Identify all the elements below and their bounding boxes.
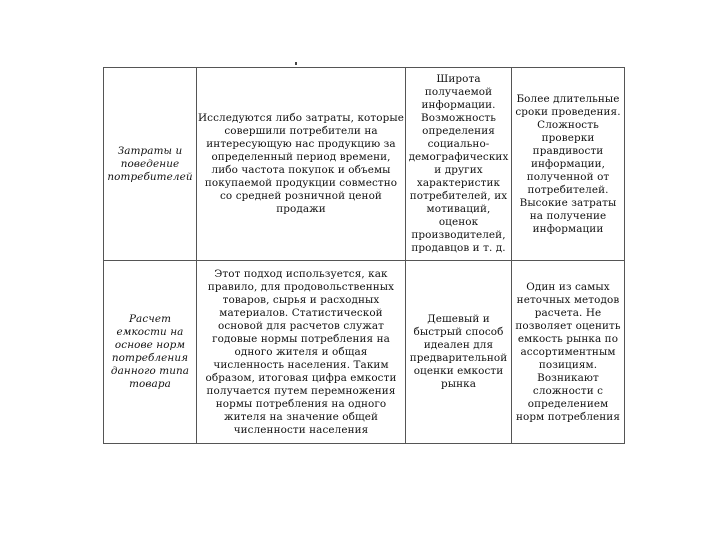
disadvantages-text: Более длительные сроки проведения. Сложность проверки правдивости информации, полученной от потребителей. Высокие затраты на получение информации xyxy=(515,92,621,235)
advantages-text: Широта получаемой информации. Возможность определения социально-демографических и других характеристик потребителей, их мотиваций, оценок производителей, продавцов и т. д. xyxy=(408,73,509,254)
table-row xyxy=(104,68,625,261)
method-text: Расчет емкости на основе норм потребления данного типа товара xyxy=(110,313,190,390)
advantages-text: Дешевый и быстрый способ идеален для предварительной оценки емкости рынка xyxy=(409,313,508,390)
advantages-cell xyxy=(406,261,512,444)
table-row xyxy=(104,261,625,444)
disadvantages-cell xyxy=(512,261,625,444)
method-cell xyxy=(104,68,197,261)
method-text: Затраты и поведение потребителей xyxy=(107,144,193,183)
disadvantages-text: Один из самых неточных методов расчета. Не позволяет оценить емкость рынка по ассортиментным позициям. Возникают сложности с определением норм потребления xyxy=(515,280,621,423)
advantages-cell xyxy=(406,68,512,261)
comparison-table xyxy=(103,67,625,444)
method-cell xyxy=(104,261,197,444)
disadvantages-cell xyxy=(512,68,625,261)
description-cell xyxy=(197,261,406,444)
description-text: Этот подход используется, как правило, для продовольственных товаров, сырья и расходных материалов. Статистической основой для расчетов служат годовые нормы потребления на одного жителя и общая численность населения. Таким образом, итоговая цифра емкости получается путем перемножения нормы потребления на одного жителя на значение общей численности населения xyxy=(205,267,397,436)
description-text: Исследуются либо затраты, которые совершили потребители на интересующую нас продукцию за определенный период времени, либо частота покупок и объемы покупаемой продукции совместно со средней розничной ценой продажи xyxy=(198,112,404,215)
description-cell xyxy=(197,68,406,261)
decorative-mark xyxy=(295,62,297,65)
